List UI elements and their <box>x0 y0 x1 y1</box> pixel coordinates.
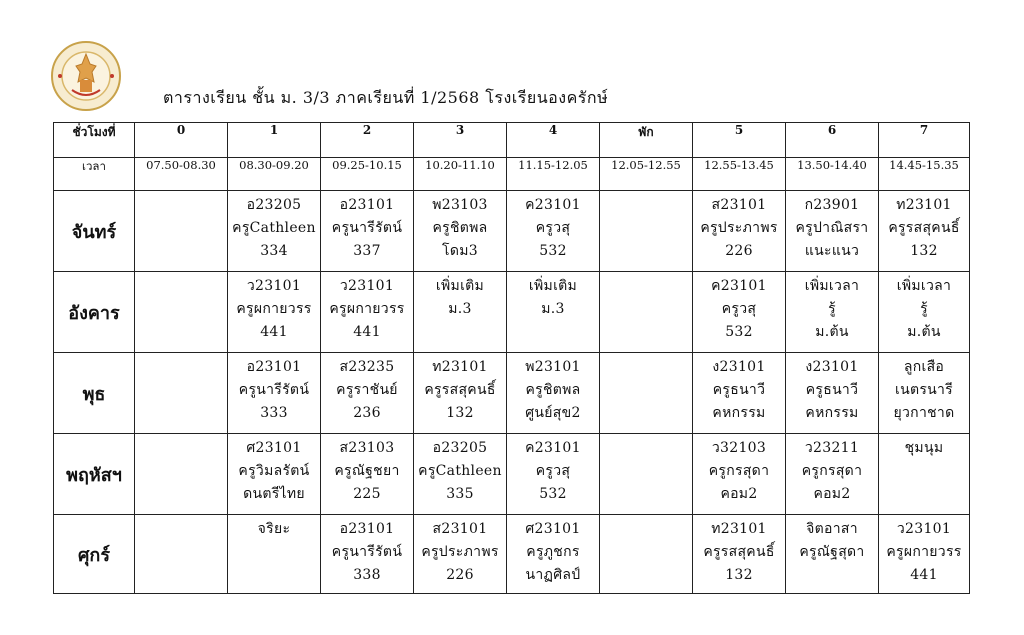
schedule-cell <box>693 191 786 272</box>
cell-line: ครูธนาวี <box>712 382 766 398</box>
schedule-cell <box>693 353 786 434</box>
school-logo-emblem <box>50 40 122 112</box>
cell-line: ครูผกายวรร <box>886 544 962 560</box>
schedule-cell <box>135 191 228 272</box>
schedule-cell <box>693 515 786 594</box>
day-row <box>54 515 970 594</box>
cell-line: ค23101 <box>525 440 581 456</box>
cell-line: ดนตรีไทย <box>243 486 305 502</box>
cell-line: พ23101 <box>525 359 581 375</box>
time-range-cell: 08.30-09.20 <box>228 158 321 191</box>
schedule-cell <box>600 434 693 515</box>
schedule-cell <box>879 191 970 272</box>
cell-line: 441 <box>910 567 938 583</box>
cell-line: คหกรรม <box>712 405 766 421</box>
cell-line: 333 <box>260 405 288 421</box>
day-label: จันทร์ <box>54 191 135 272</box>
cell-line: ว23101 <box>246 278 302 294</box>
cell-line: ครูผกายวรร <box>329 301 405 317</box>
cell-line: ครูณัฐชยา <box>334 463 400 479</box>
schedule-cell <box>879 272 970 353</box>
cell-line: ครูรสสุคนธิ์ <box>424 382 496 398</box>
period-header-cell: 7 <box>879 123 970 158</box>
schedule-cell <box>600 353 693 434</box>
cell-line: 441 <box>260 324 288 340</box>
schedule-cell <box>879 353 970 434</box>
cell-line: 132 <box>725 567 753 583</box>
cell-line: ครูประภาพร <box>700 220 778 236</box>
cell-line: 226 <box>446 567 474 583</box>
cell-line: ท23101 <box>432 359 488 375</box>
cell-line: ลูกเสือ <box>903 359 945 375</box>
day-row <box>54 272 970 353</box>
cell-line: 532 <box>725 324 753 340</box>
time-range-cell: 13.50-14.40 <box>786 158 879 191</box>
page-title: ตารางเรียน ชั้น ม. 3/3 ภาคเรียนที่ 1/2568 โรงเรียนองครักษ์ <box>163 88 609 107</box>
cell-line: 132 <box>446 405 474 421</box>
cell-line: อ23101 <box>339 197 395 213</box>
period-label-header: ชั่วโมงที่ <box>54 123 135 158</box>
schedule-cell <box>879 434 970 515</box>
day-label: ศุกร์ <box>54 515 135 594</box>
schedule-cell <box>228 353 321 434</box>
period-header-cell: 0 <box>135 123 228 158</box>
cell-line: ส23101 <box>711 197 767 213</box>
cell-line: 226 <box>725 243 753 259</box>
cell-line: ง23101 <box>712 359 766 375</box>
day-label: อังคาร <box>54 272 135 353</box>
cell-line: ครูวสุ <box>721 301 757 317</box>
cell-line: ศ23101 <box>525 521 581 537</box>
cell-line: 532 <box>539 243 567 259</box>
schedule-cell <box>135 515 228 594</box>
cell-line: ครูรสสุคนธิ์ <box>703 544 775 560</box>
schedule-cell <box>693 272 786 353</box>
cell-line: ชุมนุม <box>904 440 944 456</box>
cell-line: ครูรสสุคนธิ์ <box>888 220 960 236</box>
day-row <box>54 191 970 272</box>
cell-line: ว23101 <box>896 521 952 537</box>
cell-line: ค23101 <box>525 197 581 213</box>
schedule-cell <box>228 515 321 594</box>
cell-line: 532 <box>539 486 567 502</box>
schedule-cell <box>507 434 600 515</box>
schedule-cell <box>321 434 414 515</box>
cell-line: ง23101 <box>805 359 859 375</box>
time-range-cell: 11.15-12.05 <box>507 158 600 191</box>
cell-line: ครูณัฐสุดา <box>799 544 865 560</box>
cell-line: อ23205 <box>246 197 302 213</box>
cell-line: ครูกรสุดา <box>708 463 770 479</box>
time-row <box>54 158 970 191</box>
schedule-cell <box>600 191 693 272</box>
cell-line: เพิ่มเวลา <box>804 278 860 294</box>
cell-line: ค23101 <box>711 278 767 294</box>
cell-line: อ23205 <box>432 440 488 456</box>
cell-line: ส23103 <box>339 440 395 456</box>
cell-line: ว23101 <box>339 278 395 294</box>
cell-line: ครูผกายวรร <box>236 301 312 317</box>
period-header-row <box>54 123 970 158</box>
period-header-cell: 2 <box>321 123 414 158</box>
cell-line: ศ23101 <box>246 440 302 456</box>
schedule-cell <box>507 272 600 353</box>
schedule-cell <box>135 353 228 434</box>
schedule-cell <box>507 515 600 594</box>
cell-line: ครูภูชกร <box>526 544 580 560</box>
cell-line: จิตอาสา <box>806 521 858 537</box>
cell-line: รู้ <box>920 301 928 317</box>
schedule-cell <box>600 515 693 594</box>
cell-line: ครูนารีรัตน์ <box>238 382 310 398</box>
schedule-cell <box>693 434 786 515</box>
schedule-cell <box>414 272 507 353</box>
cell-line: ครูนารีรัตน์ <box>331 220 403 236</box>
cell-line: ครูวิมลรัตน์ <box>238 463 310 479</box>
cell-line: ครูนารีรัตน์ <box>331 544 403 560</box>
schedule-cell <box>600 272 693 353</box>
time-range-cell: 10.20-11.10 <box>414 158 507 191</box>
schedule-cell <box>228 272 321 353</box>
schedule-cell <box>228 191 321 272</box>
cell-line: ครูประภาพร <box>421 544 499 560</box>
time-range-cell: 09.25-10.15 <box>321 158 414 191</box>
class-schedule-table <box>53 122 970 594</box>
cell-line: ครูCathleen <box>418 463 502 479</box>
schedule-cell <box>786 515 879 594</box>
cell-line: 334 <box>260 243 288 259</box>
cell-line: ม.3 <box>448 301 472 317</box>
cell-line: ครูกรสุดา <box>801 463 863 479</box>
cell-line: คหกรรม <box>805 405 859 421</box>
cell-line: ท23101 <box>711 521 767 537</box>
schedule-cell <box>228 434 321 515</box>
cell-line: ท23101 <box>896 197 952 213</box>
cell-line: ว23211 <box>804 440 860 456</box>
cell-line: พ23103 <box>432 197 488 213</box>
cell-line: 441 <box>353 324 381 340</box>
schedule-cell <box>135 434 228 515</box>
day-label: พฤหัสฯ <box>54 434 135 515</box>
day-label: พุธ <box>54 353 135 434</box>
schedule-cell <box>414 191 507 272</box>
time-range-cell: 12.05-12.55 <box>600 158 693 191</box>
cell-line: 337 <box>353 243 381 259</box>
cell-line: เนตรนารี <box>894 382 954 398</box>
period-header-cell: 6 <box>786 123 879 158</box>
cell-line: ม.3 <box>541 301 565 317</box>
cell-line: ครูวสุ <box>535 220 571 236</box>
cell-line: ว32103 <box>711 440 767 456</box>
time-range-cell: 14.45-15.35 <box>879 158 970 191</box>
cell-line: ครูCathleen <box>232 220 316 236</box>
cell-line: อ23101 <box>339 521 395 537</box>
cell-line: ครูชิตพล <box>525 382 581 398</box>
cell-line: เพิ่มเวลา <box>896 278 952 294</box>
schedule-cell <box>414 353 507 434</box>
period-header-cell: พัก <box>600 123 693 158</box>
period-header-cell: 4 <box>507 123 600 158</box>
cell-line: ม.ต้น <box>815 324 849 340</box>
cell-line: 335 <box>446 486 474 502</box>
cell-line: 132 <box>910 243 938 259</box>
cell-line: เพิ่มเติม <box>435 278 485 294</box>
cell-line: 225 <box>353 486 381 502</box>
schedule-cell <box>786 434 879 515</box>
cell-line: ยุวกาชาด <box>893 405 955 421</box>
schedule-cell <box>321 353 414 434</box>
schedule-cell <box>879 515 970 594</box>
schedule-cell <box>321 191 414 272</box>
period-header-cell: 5 <box>693 123 786 158</box>
day-row <box>54 434 970 515</box>
schedule-cell <box>507 353 600 434</box>
schedule-cell <box>786 353 879 434</box>
cell-line: นาฏศิลป์ <box>525 567 581 583</box>
cell-line: เพิ่มเติม <box>528 278 578 294</box>
cell-line: โดม3 <box>442 243 478 259</box>
period-header-cell: 1 <box>228 123 321 158</box>
cell-line: ส23235 <box>339 359 395 375</box>
cell-line: รู้ <box>828 301 836 317</box>
cell-line: แนะแนว <box>804 243 860 259</box>
day-row <box>54 353 970 434</box>
cell-line: ก23901 <box>804 197 860 213</box>
cell-line: ส23101 <box>432 521 488 537</box>
period-header-cell: 3 <box>414 123 507 158</box>
cell-line: ศูนย์สุข2 <box>525 405 581 421</box>
cell-line: 338 <box>353 567 381 583</box>
time-range-cell: 07.50-08.30 <box>135 158 228 191</box>
cell-line: จริยะ <box>257 521 291 537</box>
cell-line: อ23101 <box>246 359 302 375</box>
schedule-cell <box>786 272 879 353</box>
cell-line: ครูชิตพล <box>432 220 488 236</box>
time-label-cell: เวลา <box>54 158 135 191</box>
cell-line: ม.ต้น <box>907 324 941 340</box>
cell-line: ครูวสุ <box>535 463 571 479</box>
cell-line: ครูปาณิสรา <box>795 220 869 236</box>
cell-line: คอม2 <box>813 486 851 502</box>
schedule-cell <box>414 515 507 594</box>
schedule-cell <box>135 272 228 353</box>
schedule-cell <box>321 272 414 353</box>
schedule-cell <box>786 191 879 272</box>
cell-line: 236 <box>353 405 381 421</box>
schedule-cell <box>414 434 507 515</box>
cell-line: ครูราชันย์ <box>336 382 398 398</box>
school-logo <box>50 40 122 112</box>
schedule-cell <box>321 515 414 594</box>
cell-line: ครูธนาวี <box>805 382 859 398</box>
time-range-cell: 12.55-13.45 <box>693 158 786 191</box>
cell-line: คอม2 <box>720 486 758 502</box>
schedule-cell <box>507 191 600 272</box>
